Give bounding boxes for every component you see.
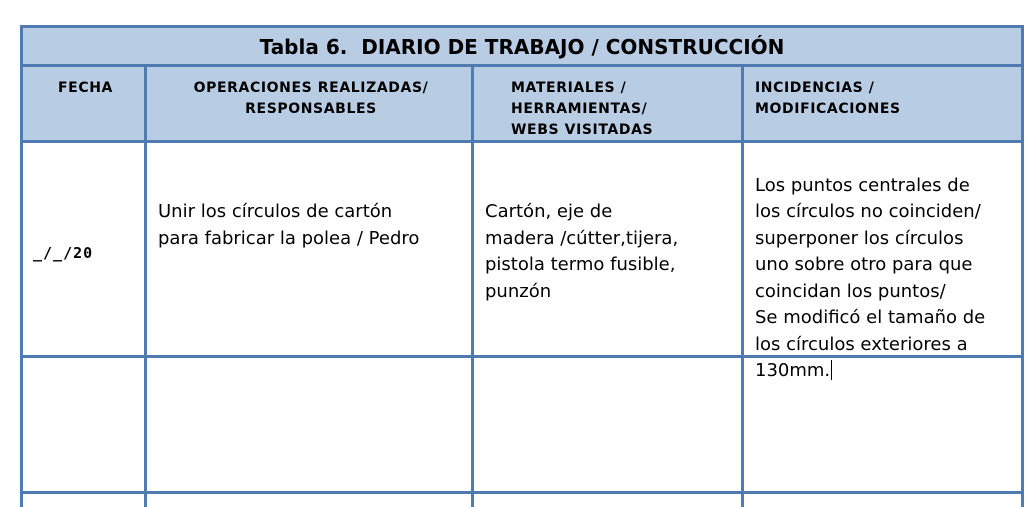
column-divider-3 <box>741 65 744 507</box>
table-border-right <box>1021 25 1024 507</box>
row-1-divider <box>20 355 1024 358</box>
header-incidencias: INCIDENCIAS / MODIFICACIONES <box>755 80 901 117</box>
row-2-divider <box>20 491 1024 494</box>
table-title: Tabla 6. DIARIO DE TRABAJO / CONSTRUCCIÓN <box>259 35 785 59</box>
title-divider <box>20 64 1024 67</box>
table-border-top <box>20 25 1024 28</box>
row-1-date[interactable]: _/_/20 <box>33 244 94 262</box>
column-divider-1 <box>144 65 147 507</box>
header-materiales: MATERIALES / HERRAMIENTAS/ WEBS VISITADAS <box>511 80 654 138</box>
row-1-incidencias-text: Los puntos centrales de los círculos no coinciden/ superponer los círculos uno sobre otro para que coincidan los puntos/ Se modificó el tamaño de los círculos exteriores a 130mm. <box>755 174 986 381</box>
column-divider-2 <box>471 65 474 507</box>
row-1-operaciones[interactable]: Unir los círculos de cartón para fabricar la polea / Pedro <box>158 201 420 249</box>
row-1-incidencias[interactable] <box>755 146 985 385</box>
header-fecha: FECHA <box>58 80 113 96</box>
table-border-left <box>20 25 23 507</box>
header-divider <box>20 140 1024 143</box>
text-cursor <box>831 360 832 380</box>
header-operaciones: OPERACIONES REALIZADAS/ RESPONSABLES <box>193 80 429 117</box>
row-1-materiales[interactable]: Cartón, eje de madera /cútter,tijera, pistola termo fusible, punzón <box>485 201 679 302</box>
work-diary-table <box>20 25 1024 507</box>
